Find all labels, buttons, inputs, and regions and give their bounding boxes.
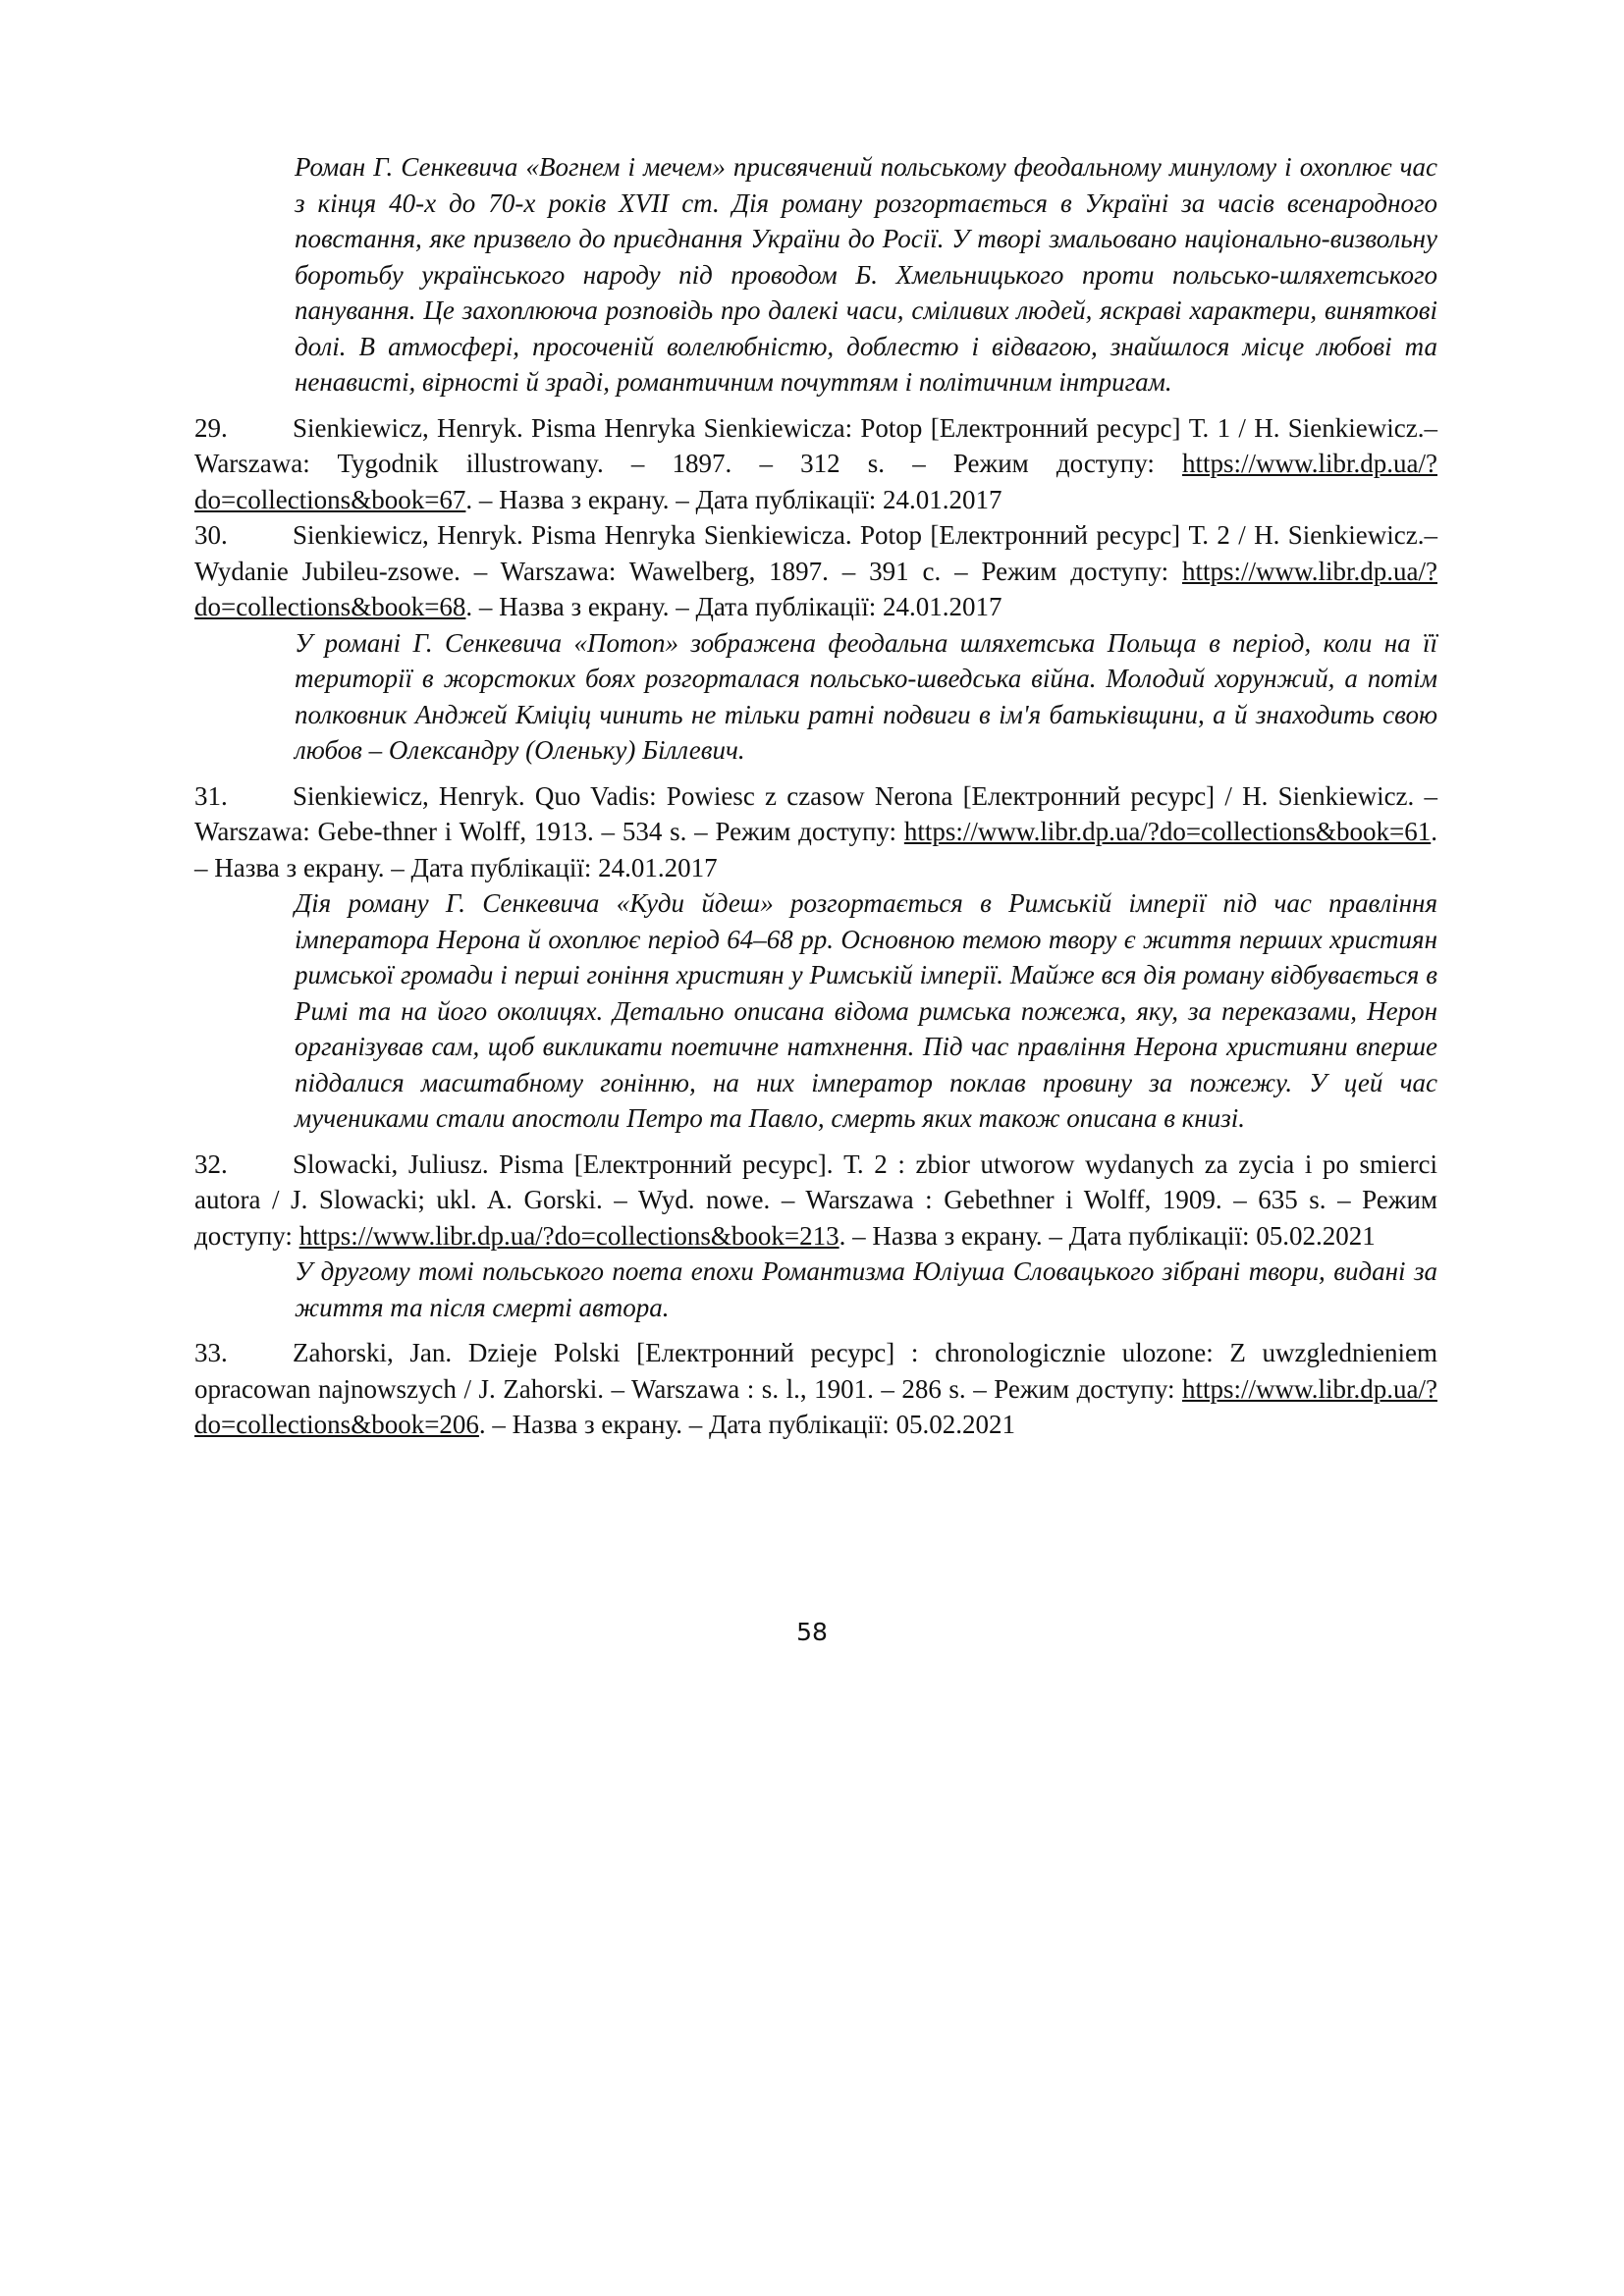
entry-number: 33. bbox=[194, 1338, 228, 1367]
entry-tail: . – Назва з екрану. – Дата публікації: 24.01.2017 bbox=[465, 484, 1002, 514]
bibliography-entry-29 bbox=[194, 410, 1437, 518]
annotation-fire-and-sword: Роман Г. Сенкевича «Вогнем і мечем» присвячений польському феодальному минулому і охоплює час з кінця 40-х до 70-х років XVII ст. Дія роману розгортається в Україні за часів всенародного повстання, яке призвело до приєднання України до Росії. У творі змальовано національно-визвольну боротьбу українського народу під проводом Б. Хмельницького проти польсько-шляхетського панування. Це захоплююча розповідь про далекі часи, сміливих людей, яскраві характери, виняткові долі. В атмосфері, просоченій волелюбністю, доблестю і відвагою, знайшлося місце любові та ненависті, вірності й зраді, романтичним почуттям і політичним інтригам. bbox=[295, 152, 1437, 397]
entry-text: Sienkiewicz, Henryk. Quo Vadis: Powiesc z czasow Nerona [Електронний ресурс] / H. Sienkiewicz. – Warszawa: Gebe-thner i Wolff, 1913. – 534 s. – Режим доступу: bbox=[194, 780, 1437, 846]
bibliography-entry-33 bbox=[194, 1335, 1437, 1443]
entry-tail: . – Назва з екрану. – Дата публікації: 24.01.2017 bbox=[465, 592, 1002, 621]
entry-text: Sienkiewicz, Henryk. Pisma Henryka Sienkiewicza. Potop [Електронний ресурс] Т. 2 / H. Sienkiewicz.– Wydanie Jubileu-zsowe. – Warszawa: Wawelberg, 1897. – 391 с. – Режим доступу: bbox=[194, 520, 1437, 586]
entry-link[interactable]: https://www.libr.dp.ua/?do=collections&book=206 bbox=[194, 1373, 1437, 1439]
entry-tail: . – Назва з екрану. – Дата публікації: 05.02.2021 bbox=[478, 1410, 1016, 1439]
entry-tail: . – Назва з екрану. – Дата публікації: 24.01.2017 bbox=[194, 817, 1437, 882]
bibliography-entry-30 bbox=[194, 517, 1437, 625]
entry-text: Zahorski, Jan. Dzieje Polski [Електронний ресурс] : chronologicznie ulozone: Z uwzglednieniem opracowan najnowszych / J. Zahorski. – Warszawa : s. l., 1901. – 286 s. – Режим доступу: bbox=[194, 1338, 1437, 1404]
bibliography-entry-32 bbox=[194, 1147, 1437, 1255]
entry-number: 29. bbox=[194, 412, 228, 443]
annotation-quo-vadis: Дія роману Г. Сенкевича «Куди йдеш» розгортається в Римській імперії під час правління імператора Нерона й охоплює період 64–68 рр. Основною темою твору є життя перших християн римської громади і перші гоніння християн у Римській імперії. Майже вся дія роману відбувається в Римі та на його околицях. Детально описана відома римська пожежа, яку, за переказами, Нерон організував сам, щоб викликати поетичне натхнення. Під час правління Нерона християни вперше піддалися масштабному гонінню, на них імператор поклав провину за пожежу. У цей час мучениками стали апостоли Петро та Павло, смерть яких також описана в книзі. bbox=[295, 888, 1437, 1133]
document-body bbox=[194, 149, 1437, 1443]
entry-text: Slowacki, Juliusz. Pisma [Електронний ресурс]. Т. 2 : zbior utworow wydanych za zycia i po smierci autora / J. Slowacki; ukl. A. Gorski. – Wyd. nowe. – Warszawa : Gebethner i Wolff, 1909. – 635 s. – Режим доступу: bbox=[194, 1148, 1437, 1251]
annotation-deluge: У романі Г. Сенкевича «Потоп» зображена феодальна шляхетська Польща в період, коли на її території в жорстоких боях розгорталася польсько-шведська війна. Молодий хорунжий, а потім полковник Анджей Кміціц чинить не тільки ратні подвиги в ім'я батьківщини, а й знаходить свою любов – Олександру (Оленьку) Біллевич. bbox=[295, 627, 1437, 765]
entry-number: 31. bbox=[194, 780, 228, 811]
bibliography-entry-31 bbox=[194, 778, 1437, 886]
page-number: 58 bbox=[796, 1618, 828, 1646]
entry-tail: . – Назва з екрану. – Дата публікації: 05.02.2021 bbox=[839, 1220, 1376, 1251]
entry-text: Sienkiewicz, Henryk. Pisma Henryka Sienkiewicza: Potop [Електронний ресурс] Т. 1 / H. Sienkiewicz.– Warszawa: Tygodnik illustrowany. – 1897. – 312 s. – Режим доступу: bbox=[194, 412, 1437, 478]
entry-link[interactable]: https://www.libr.dp.ua/?do=collections&book=213 bbox=[298, 1220, 839, 1251]
annotation-slowacki: У другому томі польського поета епохи Романтизма Юліуша Словацького зібрані твори, видані за життя та після смерті автора. bbox=[295, 1256, 1437, 1322]
entry-link[interactable]: https://www.libr.dp.ua/?do=collections&book=68 bbox=[194, 556, 1437, 621]
entry-number: 30. bbox=[194, 520, 228, 550]
entry-link[interactable]: https://www.libr.dp.ua/?do=collections&book=61 bbox=[903, 817, 1432, 846]
entry-number: 32. bbox=[194, 1148, 228, 1179]
entry-link[interactable]: https://www.libr.dp.ua/?do=collections&book=67 bbox=[194, 449, 1437, 514]
